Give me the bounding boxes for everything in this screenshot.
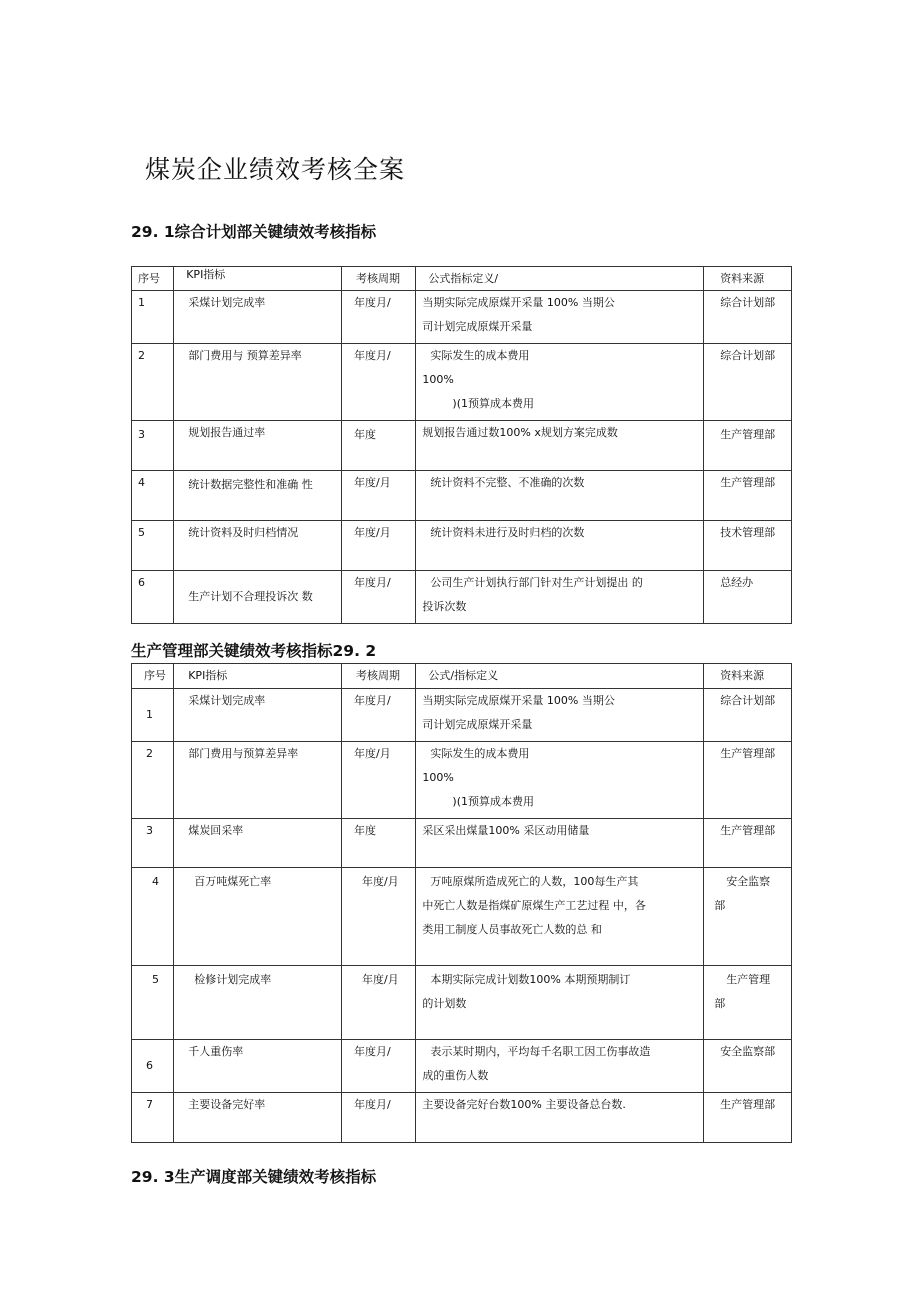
formula-definition [416, 521, 704, 571]
assessment-period: 年度月/ [341, 1093, 415, 1143]
row-number: 6 [132, 571, 174, 624]
header-source: 资料来源 [704, 664, 792, 689]
kpi-name: 采煤计划完成率 [174, 689, 342, 742]
formula-definition [416, 819, 704, 868]
data-source: 总经办 [704, 571, 792, 624]
data-source [704, 966, 792, 1040]
definition-line: 当期实际完成原煤开采量 100% 当期公 [422, 296, 615, 309]
table-row [132, 344, 792, 421]
row-number: 5 [132, 966, 174, 1040]
formula-definition [416, 571, 704, 624]
definition-line: )(1预算成本费用 [452, 795, 535, 808]
kpi-name: 检修计划完成率 [174, 966, 342, 1040]
kpi-name: 百万吨煤死亡率 [174, 868, 342, 966]
data-source: 生产管理部 [704, 471, 792, 521]
table-header-row [132, 267, 792, 291]
table-row [132, 291, 792, 344]
header-source: 资料来源 [704, 267, 792, 291]
definition-line: 公司生产计划执行部门针对生产计划提出 的 [430, 576, 643, 589]
definition-line: 司计划完成原煤开采量 [422, 718, 533, 731]
definition-line: 表示某时期内，平均每千名职工因工伤事故造 [430, 1045, 651, 1058]
kpi-name: 规划报告通过率 [174, 421, 342, 471]
formula-definition [416, 471, 704, 521]
definition-line: 统计资料未进行及时归档的次数 [430, 526, 585, 539]
assessment-period: 年度/月 [341, 471, 415, 521]
formula-definition [416, 291, 704, 344]
row-number: 3 [132, 819, 174, 868]
table-row [132, 521, 792, 571]
table-row [132, 571, 792, 624]
assessment-period: 年度月/ [341, 344, 415, 421]
header-definition: 公式指标定义/ [416, 267, 704, 291]
kpi-name: 千人重伤率 [174, 1040, 342, 1093]
kpi-name: 生产计划不合理投诉次 数 [174, 571, 342, 624]
kpi-name: 采煤计划完成率 [174, 291, 342, 344]
kpi-table-production-management [131, 663, 792, 1143]
data-source: 生产管理部 [704, 819, 792, 868]
formula-definition [416, 742, 704, 819]
formula-definition [416, 344, 704, 421]
kpi-name: 主要设备完好率 [174, 1093, 342, 1143]
definition-line: 的计划数 [422, 997, 467, 1010]
source-line: 生产管理 [726, 973, 771, 986]
definition-line: )(1预算成本费用 [452, 397, 535, 410]
assessment-period: 年度/月 [341, 742, 415, 819]
assessment-period: 年度 [341, 421, 415, 471]
formula-definition [416, 421, 704, 471]
source-line: 部 [714, 997, 726, 1010]
definition-line: 主要设备完好台数100% 主要设备总台数. [422, 1098, 626, 1111]
definition-line: 投诉次数 [422, 600, 467, 613]
data-source: 生产管理部 [704, 742, 792, 819]
definition-line: 规划报告通过数100% x规划方案完成数 [422, 426, 618, 439]
section-heading-29-2: 生产管理部关键绩效考核指标29. 2 [131, 642, 377, 660]
table-row [132, 1093, 792, 1143]
data-source: 综合计划部 [704, 689, 792, 742]
formula-definition [416, 1040, 704, 1093]
row-number: 7 [132, 1093, 174, 1143]
table-row [132, 471, 792, 521]
row-number: 2 [132, 742, 174, 819]
assessment-period: 年度月/ [341, 689, 415, 742]
row-number: 3 [132, 421, 174, 471]
definition-line: 中死亡人数是指煤矿原煤生产工艺过程 中，各 [422, 899, 646, 912]
data-source [704, 868, 792, 966]
definition-line: 100% [422, 373, 454, 386]
formula-definition [416, 1093, 704, 1143]
row-number: 1 [132, 291, 174, 344]
section-heading-29-3: 29. 3生产调度部关键绩效考核指标 [131, 1168, 377, 1186]
source-line: 部 [714, 899, 726, 912]
header-kpi: KPI指标 [174, 267, 342, 291]
row-number: 4 [132, 471, 174, 521]
document-title: 煤炭企业绩效考核全案 [145, 155, 406, 184]
assessment-period: 年度 [341, 819, 415, 868]
table-row [132, 819, 792, 868]
kpi-name: 部门费用与预算差异率 [174, 742, 342, 819]
definition-line: 当期实际完成原煤开采量 100% 当期公 [422, 694, 615, 707]
table-row [132, 868, 792, 966]
row-number: 1 [132, 689, 174, 742]
kpi-name: 统计数据完整性和准确 性 [174, 471, 342, 521]
assessment-period: 年度月/ [341, 291, 415, 344]
section-heading-29-1: 29. 1综合计划部关键绩效考核指标 [131, 223, 377, 241]
formula-definition [416, 966, 704, 1040]
data-source: 技术管理部 [704, 521, 792, 571]
row-number: 5 [132, 521, 174, 571]
table-header-row [132, 664, 792, 689]
header-no: 序号 [132, 664, 174, 689]
assessment-period: 年度/月 [341, 868, 415, 966]
assessment-period: 年度/月 [341, 966, 415, 1040]
definition-line: 实际发生的成本费用 [430, 747, 530, 760]
header-period: 考核周期 [341, 664, 415, 689]
kpi-name: 煤炭回采率 [174, 819, 342, 868]
table-row [132, 966, 792, 1040]
definition-line: 司计划完成原煤开采量 [422, 320, 533, 333]
row-number: 4 [132, 868, 174, 966]
kpi-table-comprehensive-planning [131, 266, 792, 624]
definition-line: 统计资料不完整、不准确的次数 [430, 476, 585, 489]
header-period: 考核周期 [341, 267, 415, 291]
table-row [132, 421, 792, 471]
formula-definition [416, 689, 704, 742]
definition-line: 类用工制度人员事故死亡人数的总 和 [422, 923, 602, 936]
kpi-name: 统计资料及时归档情况 [174, 521, 342, 571]
header-kpi: KPI指标 [174, 664, 342, 689]
data-source: 生产管理部 [704, 421, 792, 471]
definition-line: 实际发生的成本费用 [430, 349, 530, 362]
data-source: 安全监察部 [704, 1040, 792, 1093]
data-source: 生产管理部 [704, 1093, 792, 1143]
assessment-period: 年度月/ [341, 1040, 415, 1093]
row-number: 2 [132, 344, 174, 421]
source-line: 安全监察 [726, 875, 771, 888]
header-no: 序号 [132, 267, 174, 291]
kpi-name: 部门费用与 预算差异率 [174, 344, 342, 421]
table-row [132, 742, 792, 819]
definition-line: 本期实际完成计划数100% 本期预期制订 [430, 973, 631, 986]
table-row [132, 1040, 792, 1093]
header-definition: 公式/指标定义 [416, 664, 704, 689]
definition-line: 采区采出煤量100% 采区动用储量 [422, 824, 590, 837]
definition-line: 成的重伤人数 [422, 1069, 489, 1082]
assessment-period: 年度/月 [341, 521, 415, 571]
definition-line: 万吨原煤所造成死亡的人数，100每生产其 [430, 875, 639, 888]
data-source: 综合计划部 [704, 344, 792, 421]
formula-definition [416, 868, 704, 966]
assessment-period: 年度月/ [341, 571, 415, 624]
table-row [132, 689, 792, 742]
definition-line: 100% [422, 771, 454, 784]
data-source: 综合计划部 [704, 291, 792, 344]
row-number: 6 [132, 1040, 174, 1093]
